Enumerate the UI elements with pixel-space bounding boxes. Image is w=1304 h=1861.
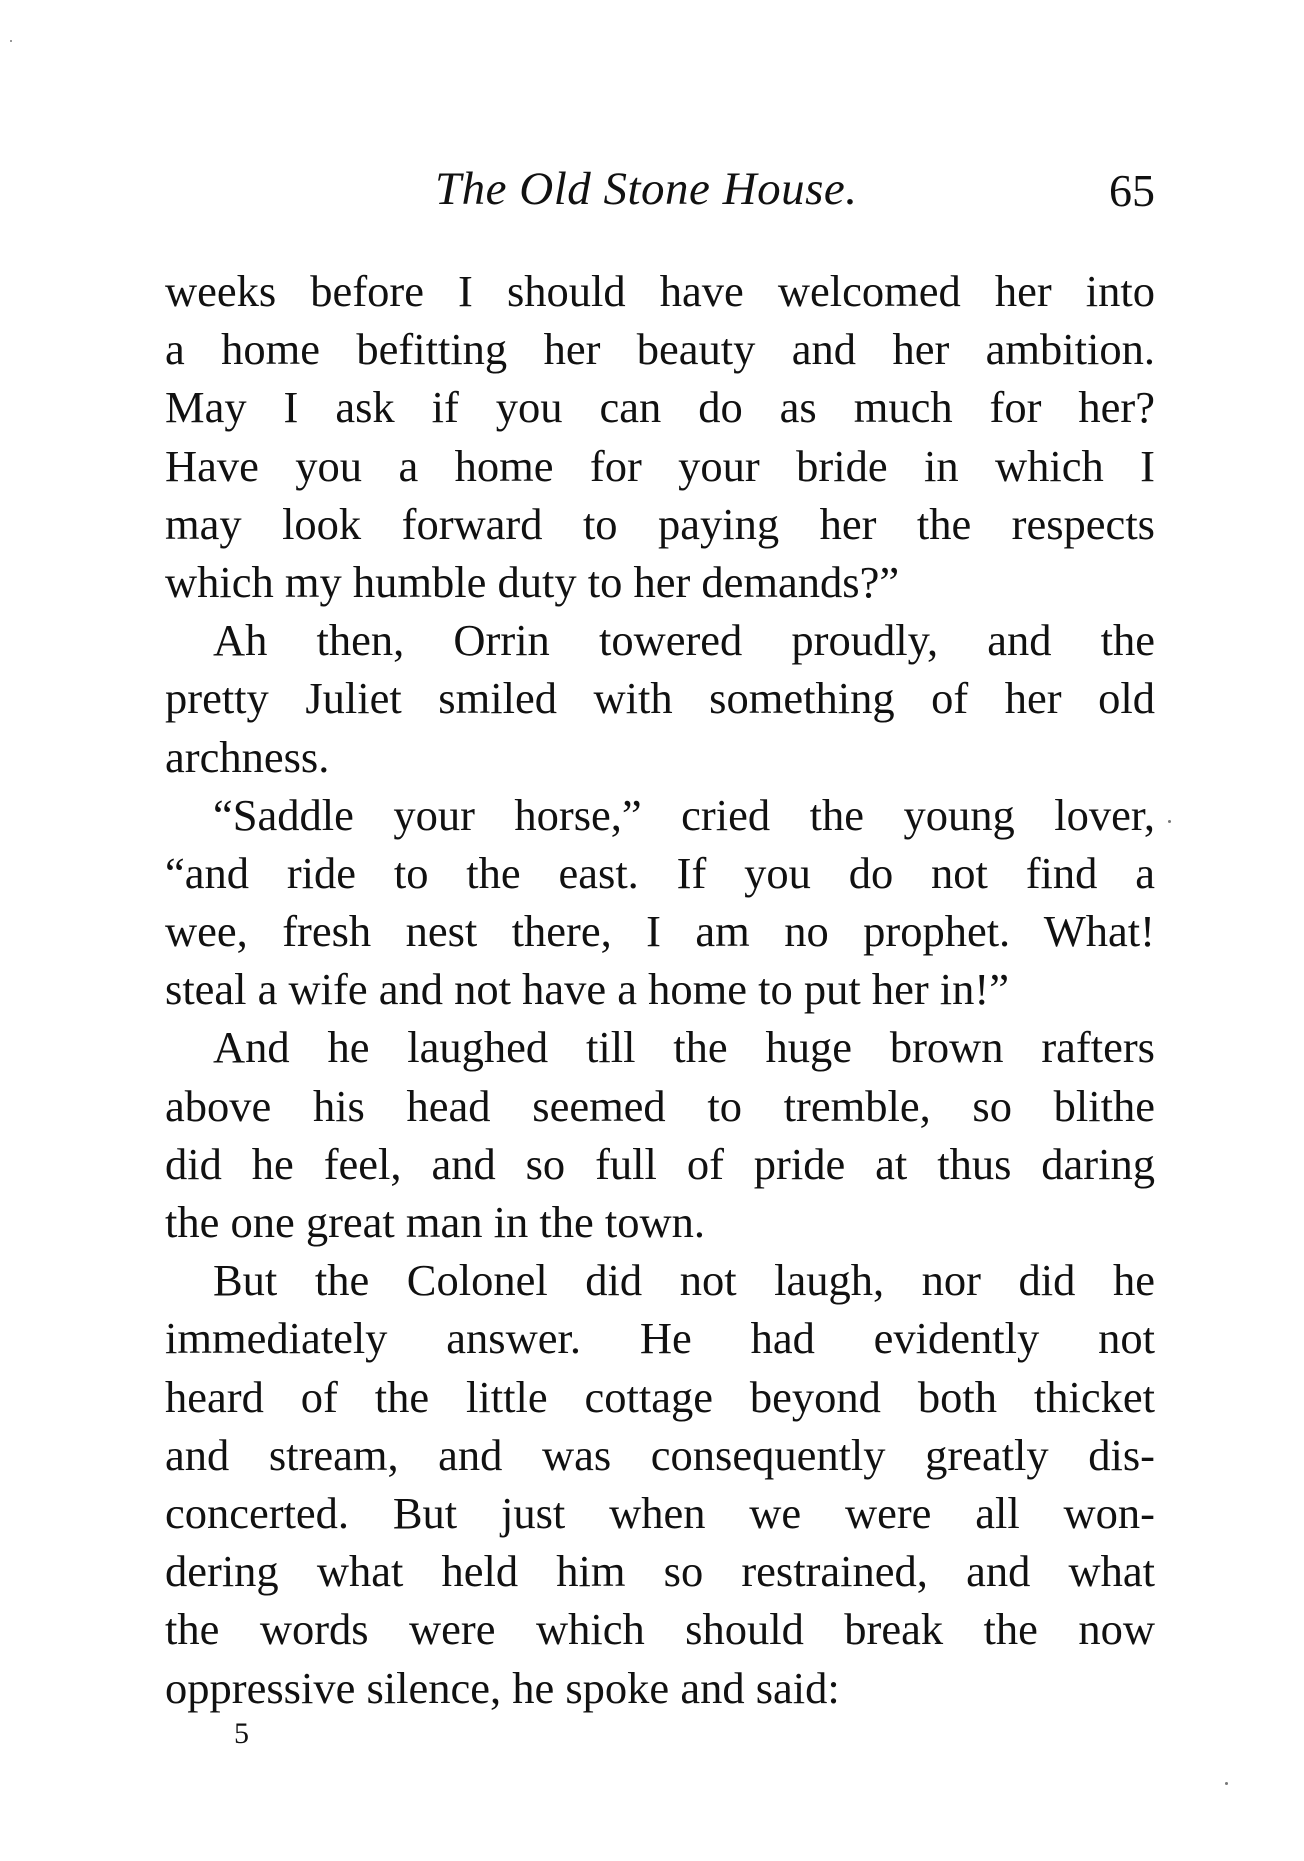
text-line: did he feel, and so full of pride at thus daring — [165, 1138, 1155, 1189]
text-line: pretty Juliet smiled with something of her old — [165, 673, 1155, 724]
text-line: And he laughed till the huge brown rafters — [213, 1022, 1155, 1073]
page-number: 65 — [1109, 165, 1155, 216]
text-line: Have you a home for your bride in which I — [165, 440, 1155, 491]
paper-speck — [10, 40, 12, 42]
text-line: steal a wife and not have a home to put her in!” — [165, 964, 1009, 1015]
text-line: immediately answer. He had evidently not — [165, 1313, 1155, 1364]
text-line: weeks before I should have welcomed her into — [165, 266, 1155, 316]
running-head — [165, 162, 1155, 222]
text-line: heard of the little cottage beyond both thicket — [165, 1371, 1155, 1422]
body-text — [165, 262, 1155, 1717]
text-line: above his head seemed to tremble, so blithe — [165, 1080, 1155, 1131]
text-line: a home befitting her beauty and her ambition. — [165, 324, 1155, 375]
signature-mark: 5 — [234, 1717, 249, 1750]
text-line: Ah then, Orrin towered proudly, and the — [213, 615, 1155, 666]
text-line: But the Colonel did not laugh, nor did he — [213, 1255, 1155, 1306]
text-line: May I ask if you can do as much for her? — [165, 382, 1155, 433]
text-line: dering what held him so restrained, and what — [165, 1546, 1155, 1597]
paper-speck — [1168, 820, 1171, 823]
text-line: and stream, and was consequently greatly dis- — [165, 1429, 1155, 1480]
text-line: “Saddle your horse,” cried the young lover, — [213, 789, 1155, 840]
text-line: archness. — [165, 731, 330, 782]
text-line: the one great man in the town. — [165, 1197, 706, 1247]
text-line: oppressive silence, he spoke and said: — [165, 1662, 840, 1713]
running-title: The Old Stone House. — [435, 163, 858, 215]
text-line: which my humble duty to her demands?” — [165, 556, 900, 607]
paper-speck — [1225, 1782, 1228, 1785]
text-line: “and ride to the east. If you do not find a — [165, 847, 1155, 898]
text-line: wee, fresh nest there, I am no prophet. What! — [165, 906, 1155, 957]
text-line: the words were which should break the now — [165, 1604, 1155, 1655]
text-line: concerted. But just when we were all won- — [165, 1487, 1155, 1538]
text-line: may look forward to paying her the respects — [165, 498, 1155, 549]
